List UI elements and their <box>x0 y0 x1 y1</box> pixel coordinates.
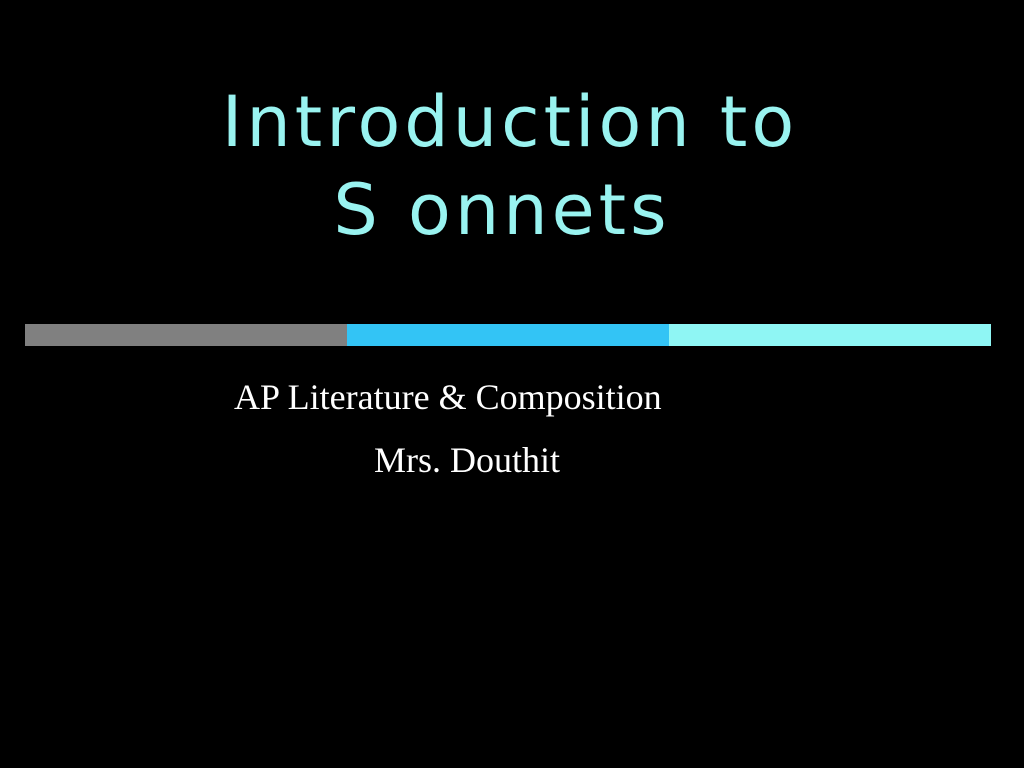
divider-segment-cyan <box>669 324 991 346</box>
divider-segment-gray <box>25 324 347 346</box>
title-divider-bar <box>25 324 991 346</box>
subtitle-course: AP Literature & Composition <box>234 377 662 417</box>
title-line-2: S onnets <box>333 169 671 251</box>
divider-segment-blue <box>347 324 669 346</box>
subtitle-teacher: Mrs. Douthit <box>374 440 561 480</box>
slide-title <box>0 78 1024 254</box>
title-line-1: Introduction to <box>221 81 799 163</box>
